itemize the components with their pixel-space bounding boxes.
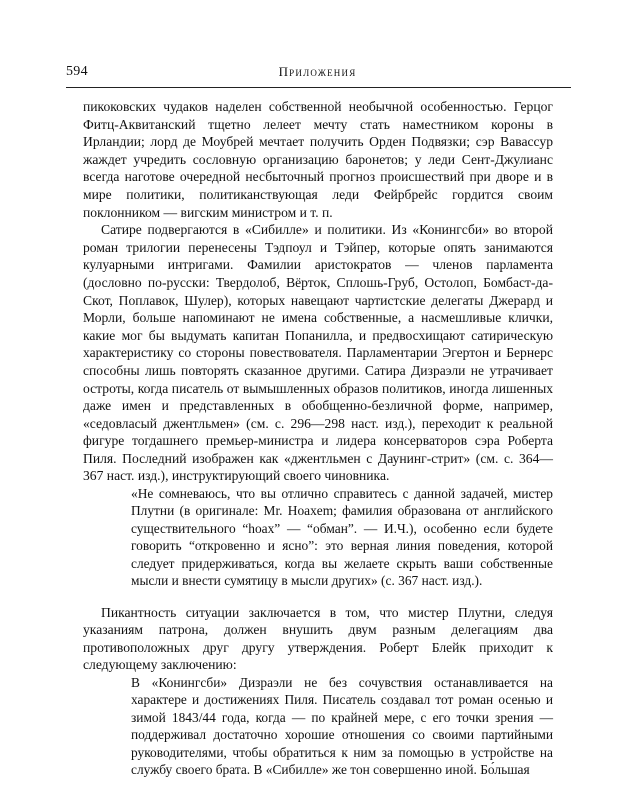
paragraph-3: Пикантность ситуации заключается в том, что мистер Плутни, следуя указаниям патрона, должен внушить двум разным делегациям два противоположных друг другу утверждения. Роберт Блейк приходит к следующему заключению:: [83, 604, 553, 673]
paragraph-1: пикоковских чудаков наделен собственной необычной особенностью. Герцог Фитц-Аквитанский тщетно лелеет мечту стать наместником короны в Ирландии; лорд де Моубрей мечтает получить Орден Подвязки; сэр Вавассур жаждет учредить сословную организацию баронетов; у леди Сент-Джулианс всегда наготове очередной несбыточный прогноз происшествий при дворе и в мире политики, политиканствующая леди Фейрбрейс гордится своим поклонником — вигским министром и т. п.: [83, 99, 553, 220]
main-text: [83, 98, 553, 778]
block-quote-2: В «Конингсби» Дизраэли не без сочувствия останавливается на характере и достижениях Пиля. Писатель создавал тот роман осенью и зимой 1843/44 года, когда — по крайней мере, с его точки зрения — поддерживал достаточно хорошие отношения со своими партийными руководителями, чтобы обратиться к ним за помощью в устройстве на службу своего брата. В «Сибилле» же тон совершенно иной. Бо́льшая: [131, 674, 553, 777]
running-title: Приложения: [278, 64, 357, 79]
paragraph-2: Сатире подвергаются в «Сибилле» и политики. Из «Конингсби» во второй роман трилогии перенесены Тэдпоул и Тэйпер, которые опять занимаются кулуарными интригами. Фамилии аристократов — членов парламента (дословно по-русски: Твердолоб, Вёрток, Сплошь-Груб, Остолоп, Бомбаст-да-Скот, Поплавок, Шулер), которых навещают чартистские делегаты Джерард и Морли, больше напоминают не имена собственные, а насмешливые клички, какие мог бы выдумать капитан Попанилла, и предвосхищают сатирическую характеристику со стороны повествователя. Парламентарии Эгертон и Бернерс способны лишь повторять сказанное другими. Сатира Дизраэли не утрачивает остроты, когда писатель от вымышленных образов политиков, иногда лишенных даже имен и представленных в обобщенно-безличной форме, например, «седовласый джентльмен» (см. с. 296—298 наст. изд.), переходит к реальной фигуре тогдашнего премьер-министра и лидера консерваторов сэра Роберта Пиля. Последний изображен как «джентльмен с Даунинг-стрит» (см. с. 364—367 наст. изд.), инструктирующий своего чиновника.: [83, 222, 553, 484]
page-header: [66, 64, 569, 86]
block-quote-1: «Не сомневаюсь, что вы отлично справитесь с данной задачей, мистер Плутни (в оригинале: Mr. Hoaxem; фамилия образована от английского существительного “hoax” — “обман”. — И.Ч.), особенно если будете говорить “откровенно и ясно”: это верная линия поведения, которой следует придерживаться, когда вы желаете скрыть ваши собственные мысли и внести сумятицу в мысли других» (с. 367 наст. изд.).: [131, 486, 553, 589]
header-rule: [66, 87, 571, 88]
page-number: 594: [66, 64, 88, 79]
